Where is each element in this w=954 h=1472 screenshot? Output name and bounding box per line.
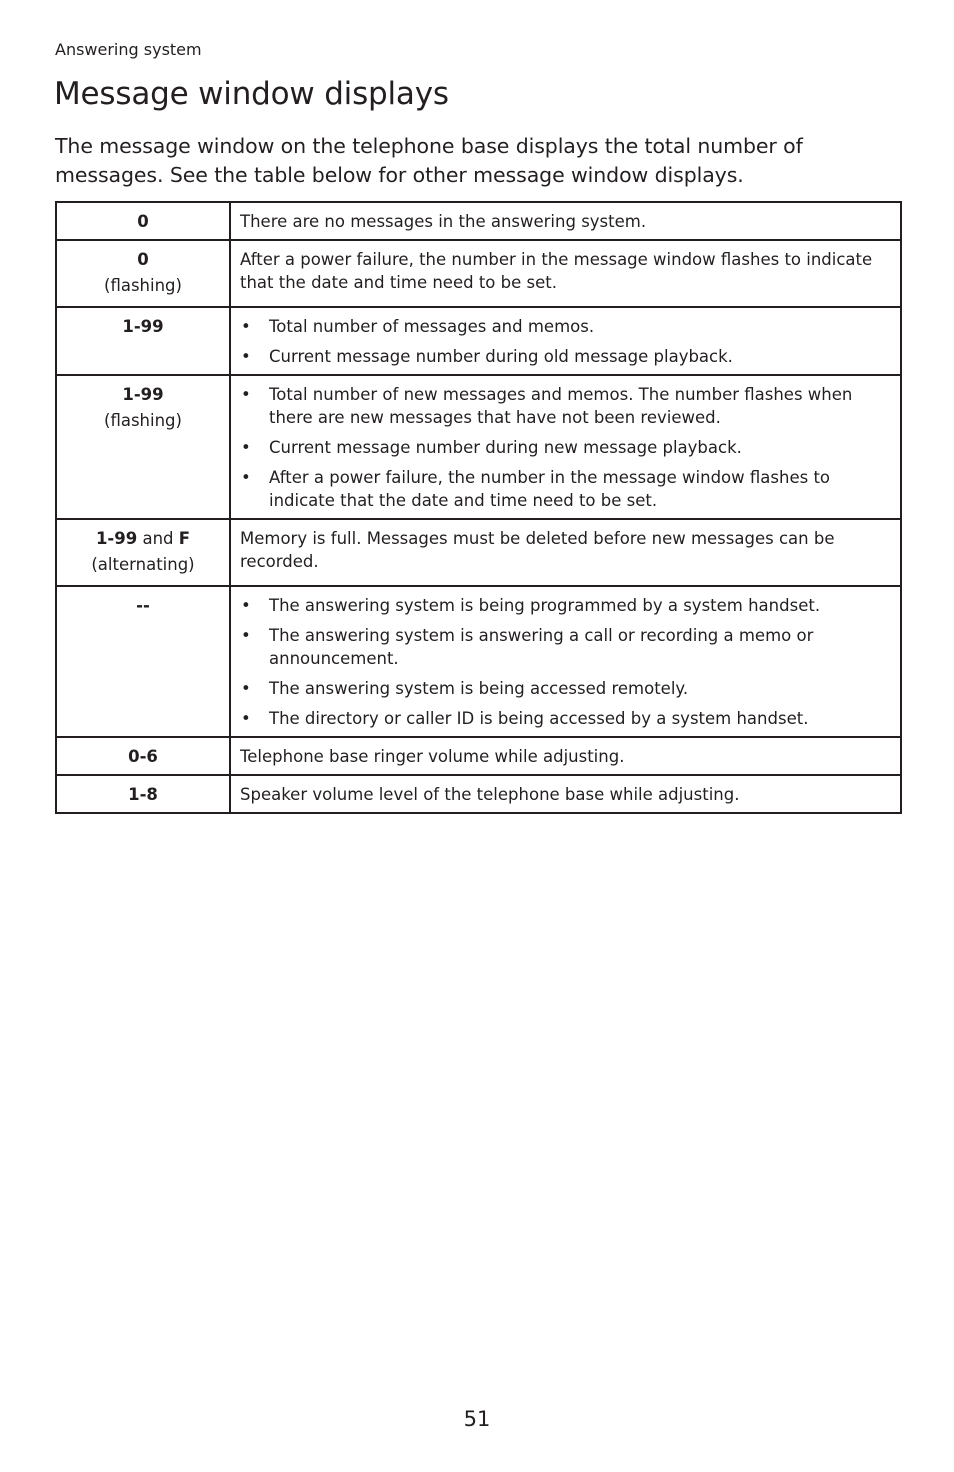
list-item-text: Total number of messages and memos. — [269, 317, 595, 336]
list-item-text: The directory or caller ID is being accessed by a system handset. — [269, 709, 809, 728]
display-code: 1-8 — [128, 785, 158, 804]
code-cell — [56, 202, 230, 240]
list-item-text: The answering system is being programmed by a system handset. — [269, 596, 821, 615]
description-text: Speaker volume level of the telephone base while adjusting. — [240, 785, 740, 804]
description-cell — [230, 519, 901, 586]
section-label: Answering system — [55, 40, 202, 59]
list-item — [240, 624, 890, 670]
table-row — [56, 586, 901, 737]
display-code-combined — [61, 527, 225, 550]
bullet-list — [240, 594, 890, 730]
list-item-text: Total number of new messages and memos. The number flashes when there are new messages that have not been reviewed. — [269, 385, 853, 427]
list-item — [240, 315, 890, 338]
table-row — [56, 240, 901, 307]
description-text: There are no messages in the answering system. — [240, 212, 647, 231]
table-row — [56, 307, 901, 375]
display-code-note: (flashing) — [104, 276, 182, 295]
code-cell — [56, 375, 230, 519]
list-item-text: The answering system is being accessed remotely. — [269, 679, 689, 698]
bullet-list — [240, 383, 890, 512]
description-cell — [230, 737, 901, 775]
bullet-list — [240, 315, 890, 368]
list-item-text: After a power failure, the number in the message window flashes to indicate that the date and time need to be set. — [269, 468, 831, 510]
page-number: 51 — [463, 1407, 491, 1431]
code-cell — [56, 737, 230, 775]
bullet-icon: • — [241, 679, 251, 698]
message-display-table — [55, 201, 902, 814]
table-row — [56, 375, 901, 519]
bullet-icon: • — [241, 347, 251, 366]
display-code: 1-99 — [122, 385, 164, 404]
display-code: 0 — [137, 250, 149, 269]
list-item — [240, 594, 890, 617]
display-code-note: (alternating) — [91, 555, 195, 574]
table-row — [56, 202, 901, 240]
bullet-icon: • — [241, 709, 251, 728]
table-row — [56, 737, 901, 775]
page-title: Message window displays — [54, 76, 449, 112]
description-cell — [230, 375, 901, 519]
code-cell — [56, 775, 230, 813]
list-item-text: Current message number during old message playback. — [269, 347, 733, 366]
description-cell — [230, 586, 901, 737]
display-code: 0 — [137, 212, 149, 231]
code-cell — [56, 519, 230, 586]
intro-paragraph: The message window on the telephone base displays the total number of messages. See the table below for other message window displays. — [55, 134, 803, 187]
display-code-second: F — [178, 529, 191, 548]
list-item — [240, 436, 890, 459]
description-cell — [230, 775, 901, 813]
bullet-icon: • — [241, 385, 251, 404]
display-code: 1-99 — [95, 529, 138, 548]
description-cell — [230, 240, 901, 307]
table-row — [56, 519, 901, 586]
description-text: After a power failure, the number in the message window flashes to indicate that the date and time need to be set. — [240, 250, 873, 292]
bullet-icon: • — [241, 596, 251, 615]
description-cell — [230, 202, 901, 240]
code-cell — [56, 240, 230, 307]
display-code: -- — [136, 596, 150, 615]
list-item — [240, 383, 890, 429]
description-text: Memory is full. Messages must be deleted before new messages can be recorded. — [240, 529, 835, 571]
bullet-icon: • — [241, 317, 251, 336]
bullet-icon: • — [241, 626, 251, 645]
list-item — [240, 677, 890, 700]
display-code: 1-99 — [122, 317, 164, 336]
display-code-note: (flashing) — [104, 411, 182, 430]
bullet-icon: • — [241, 468, 251, 487]
list-item — [240, 466, 890, 512]
code-cell — [56, 586, 230, 737]
description-text: Telephone base ringer volume while adjusting. — [240, 747, 625, 766]
code-cell — [56, 307, 230, 375]
list-item-text: Current message number during new message playback. — [269, 438, 742, 457]
table-row — [56, 775, 901, 813]
display-code-joiner: and — [142, 529, 174, 548]
description-cell — [230, 307, 901, 375]
display-code: 0-6 — [128, 747, 158, 766]
bullet-icon: • — [241, 438, 251, 457]
list-item — [240, 345, 890, 368]
list-item — [240, 707, 890, 730]
list-item-text: The answering system is answering a call or recording a memo or announcement. — [269, 626, 814, 668]
